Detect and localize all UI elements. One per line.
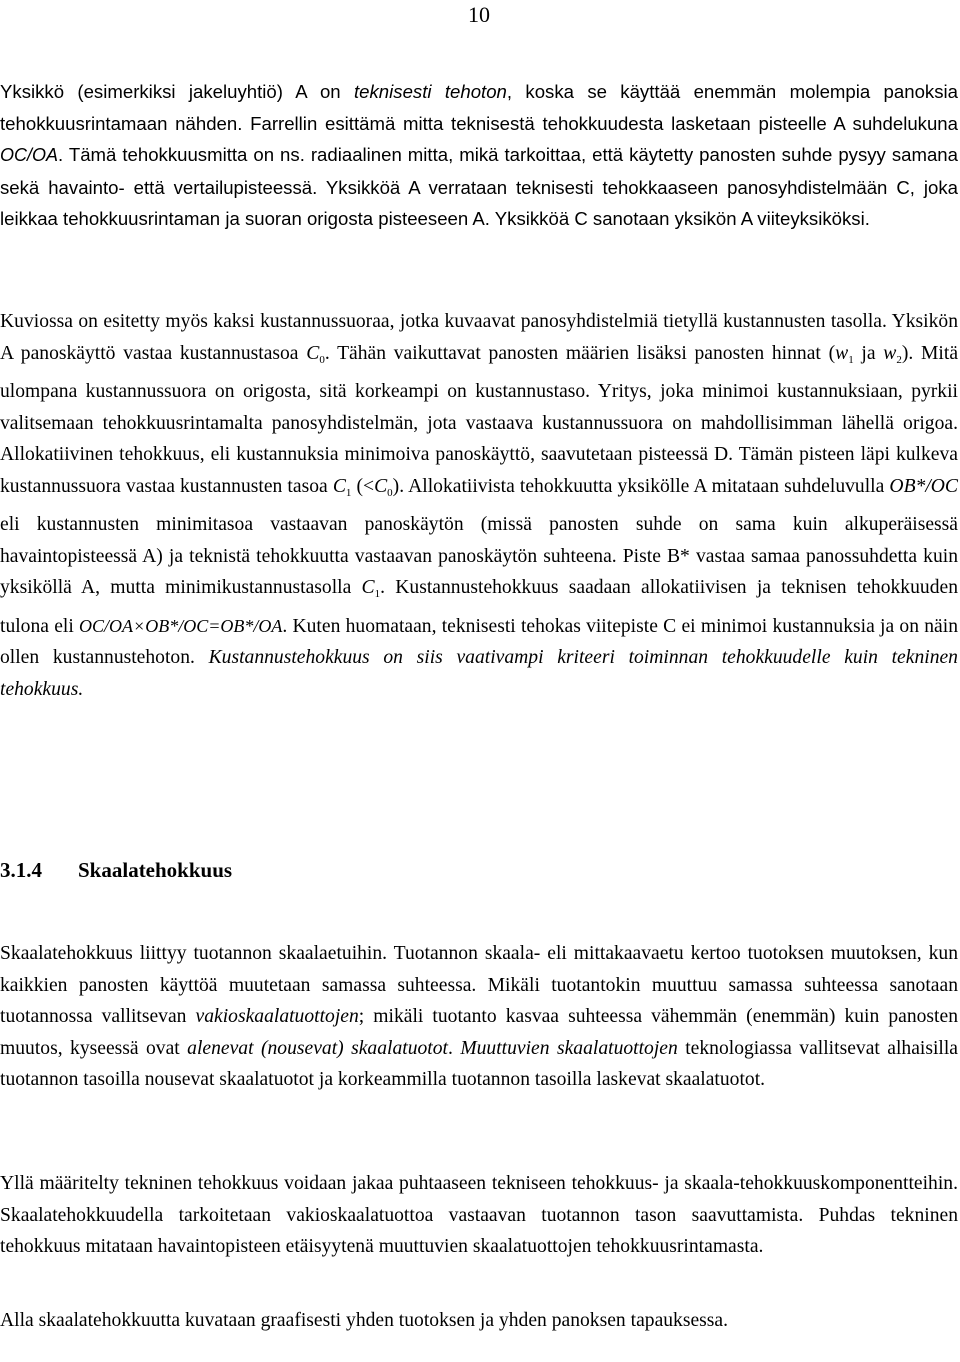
paragraph-technical-efficiency — [0, 76, 958, 235]
p3-emphasis-decreasing: alenevat (nousevat) skaalatuotot — [187, 1037, 448, 1059]
p2-text-1: Kuviossa on esitetty myös kaksi kustannussuoraa, jotka kuvaavat panosyhdistelmiä tietyllä kustannusten tasolla. Yksikön A panoskäyttö vastaa kustannustasoa — [0, 311, 958, 364]
p1-text-b: , koska se käyttää enemmän molempia panoksia tehokkuusrintamaan nähden. Farrellin esittämä mitta teknisestä tehokkuudesta lasketaan pisteelle A suhdelukuna — [0, 81, 958, 134]
p3-emphasis-constant: vakioskaalatuottojen — [195, 1006, 359, 1027]
p2-text-6: ). Allokatiivista tehokkuutta yksikölle A mitataan suhdeluvulla — [392, 475, 890, 497]
p2-text-3: ja — [853, 342, 884, 364]
p1-text-c: . Tämä tehokkuusmitta on ns. radiaalinen mitta, mikä tarkoittaa, että käytetty panosten suhde pysyy samana sekä havainto- että vertailupisteessä. Yksikköä A verrataan teknisesti tehokkaaseen panosyhdistelmään C, joka leikkaa tehokkuusrintaman ja suoran origosta pisteeseen A. Yksikköä C sanotaan yksikön A viiteyksiköksi. — [0, 144, 958, 229]
p1-text-a: Yksikkö (esimerkiksi jakeluyhtiö) A on — [0, 81, 354, 102]
section-heading — [0, 858, 232, 883]
section-title: Skaalatehokkuus — [78, 858, 233, 882]
p3-text-2: ; mikäli tuotanto kasvaa suhteessa vähemmän (enemmän) kuin panosten muutos, kyseessä ovat — [0, 1006, 958, 1059]
p2-emphasis-conclusion: Kustannustehokkuus on siis vaativampi kriteeri toiminnan tehokkuudelle kuin tekninen tehokkuus. — [0, 647, 958, 700]
page-number: 10 — [468, 2, 490, 27]
p1-emphasis: teknisesti tehoton — [354, 81, 507, 102]
p3-text-4: teknologiassa vallitsevat alhaisilla tuotannon tasoilla nousevat skaalatuotot ja korkeammilla tuotannon tasoilla laskevat skaalatuotot. — [0, 1037, 958, 1090]
paragraph-decomposition: Yllä määritelty tekninen tehokkuus voidaan jakaa puhtaaseen tekniseen tehokkuus- ja skaala-tehokkuuskomponentteihin. Skaalatehokkuudella tarkoitetaan vakioskaalatuottoa vastaavan tuotannon tason saavuttamista. Puhdas tekninen tehokkuus mitataan havaintopisteen etäisyytenä muuttuvien skaalatuottojen tehokkuusrintamasta. — [0, 1173, 958, 1257]
paragraph-graphical: Alla skaalatehokkuutta kuvataan graafisesti yhden tuotoksen ja yhden panoksen tapauksessa. — [0, 1310, 729, 1331]
paragraph-cost-lines — [0, 306, 958, 705]
symbol-c1-second: $C_1$ — [361, 577, 381, 600]
p3-text-3: . — [447, 1037, 461, 1059]
symbol-c0: $C_0$ — [306, 342, 325, 366]
p2-text-7: eli kustannusten minimitasoa vastaavan panoskäytön (missä panosten suhde on sama kuin alkuperäisessä havaintopisteessä A) ja teknistä tehokkuutta vastaavan panoskäytön suhteena. Piste B* vastaa samaa panossuhdetta kuin yksiköllä A, mutta minimikustannustasolla — [0, 514, 958, 598]
ratio-oc-oa: OC/OA — [0, 145, 59, 165]
symbol-c1: $C_1$ — [332, 475, 352, 499]
ratio-ob-oc: OB*/OC — [889, 475, 958, 497]
p2-text-2: . Tähän vaikuttavat panosten määrien lisäksi panosten hinnat ( — [324, 342, 836, 364]
p2-text-4: ). Mitä ulompana kustannussuora on origosta, sitä korkeampi on kustannustaso. Yritys, joka minimoi kustannuksiaan, pyrkii valitsemaan tehokkuusrintamalta panosyhdistelmän, jota vastaava kustannussuora on mahdollisimman lähellä origoa. Allokatiivinen tehokkuus, eli kustannuksia minimoiva panoskäyttö, saavutetaan pisteessä D. Tämän pisteen läpi kulkeva kustannussuora vastaa kustannusten tasoa — [0, 342, 959, 497]
symbol-w1: $w_1$ — [835, 342, 854, 366]
section-number: 3.1.4 — [0, 858, 42, 882]
p3-emphasis-variable: Muuttuvien skaalatuottojen — [460, 1037, 678, 1059]
symbol-c0-second: $C_0$ — [374, 475, 393, 499]
p3-text-1: Skaalatehokkuus liittyy tuotannon skaalaetuihin. Tuotannon skaala- eli mittakaavaetu kertoo tuotoksen muutoksen, kun kaikkien panosten käyttöä muutetaan samassa suhteessa. Mikäli tuotantokin muuttuu samassa suhteessa sanotaan tuotannossa vallitsevan — [0, 943, 958, 1027]
p2-text-8: . Kustannustehokkuus saadaan allokatiivisen ja teknisen tehokkuuden tulona eli — [0, 577, 958, 637]
p2-text-5: (< — [351, 475, 375, 497]
formula-cost-efficiency: OC/OA×OB*/OC=OB*/OA — [79, 615, 283, 636]
p2-text-9: . Kuten huomataan, teknisesti tehokas viitepiste C ei minimoi kustannuksia ja on näin ollen kustannustehoton. — [0, 615, 958, 668]
paragraph-scale-efficiency — [0, 938, 958, 1096]
symbol-w2: $w_2$ — [883, 342, 902, 366]
